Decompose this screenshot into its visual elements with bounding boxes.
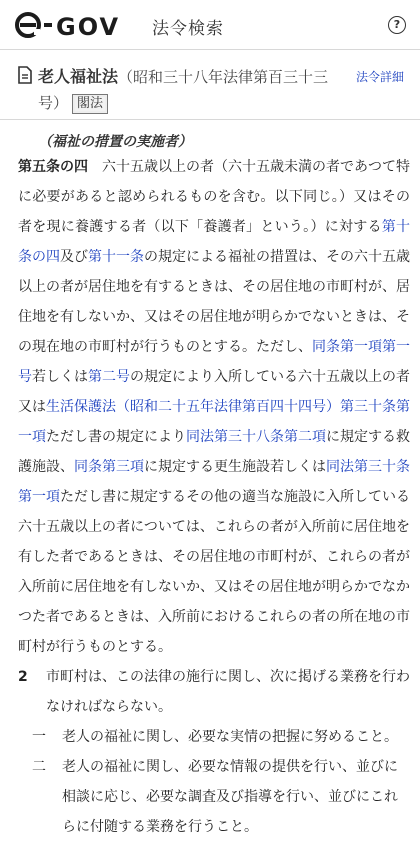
- law-reference-link[interactable]: 第十条の四: [18, 219, 411, 265]
- article-text: に規定する更生施設若しくは: [144, 459, 326, 475]
- law-content: [18, 132, 410, 842]
- article-caption: （福祉の措置の実施者）: [38, 134, 192, 150]
- law-detail-link[interactable]: 法令詳細: [355, 70, 404, 84]
- cabinet-bill-badge: 閣法: [72, 94, 108, 114]
- article-text: の規定により入所している六十五歳以上の者又は: [18, 369, 410, 415]
- question-circle-icon[interactable]: ?: [388, 16, 406, 34]
- article-text: ただし書に規定するその他の適当な施設に入所している六十五歳以上の者については、これらの者が入所前に居住地を有した者であるときは、その居住地の市町村が、これらの者が入所前に居住地を有しないか、又はその居住地が明らかでなかつた者であるときは、入所前におけるこれらの者の所在地の市町村が行うものとする。: [18, 489, 410, 655]
- law-reference-link[interactable]: 生活保護法（昭和二十五年法律第百四十四号）第三十条第一項: [18, 399, 410, 445]
- article-5-4: [18, 152, 410, 662]
- egov-logo[interactable]: [16, 11, 134, 39]
- law-reference-link[interactable]: 同条第一項第一号: [18, 339, 410, 385]
- item-text: 老人の福祉に関し、必要な情報の提供を行い、並びに相談に応じ、必要な調査及び指導を行い、並びにこれらに付随する業務を行うこと。: [62, 759, 398, 835]
- law-reference-link[interactable]: 第十一条: [88, 249, 144, 265]
- article-text: ただし書の規定により: [46, 429, 186, 445]
- document-icon: [18, 66, 32, 84]
- law-reference-link[interactable]: 同法第三十八条第二項: [186, 429, 326, 445]
- logo-text: e-GOV: [16, 11, 20, 12]
- law-name: 老人福祉法: [38, 67, 119, 86]
- article-text: に規定する救護施設、: [18, 429, 410, 475]
- law-title-bar: [0, 50, 420, 120]
- svg-text:GOV: GOV: [56, 13, 121, 41]
- law-reference-link[interactable]: 同法第三十条第一項: [18, 459, 410, 505]
- item-1: [18, 722, 410, 752]
- law-title: [38, 64, 338, 116]
- item-number: 一: [32, 729, 46, 745]
- paragraph-number: 2: [18, 669, 28, 685]
- item-2: [18, 752, 410, 842]
- article-text: の規定による福祉の措置は、その六十五歳以上の者が居住地を有するときは、その居住地の市町村が、居住地を有しないか、又はその居住地が明らかでないときは、その現在地の市町村が行うものとする。ただし、: [18, 249, 410, 355]
- app-header: [0, 0, 420, 50]
- article-text: 及び: [60, 249, 88, 265]
- article-text: 六十五歳以上の者（六十五歳未満の者であつて特に必要があると認められるものを含む。以下同じ。）又はその者を現に養護する者（以下「養護者」という。）に対する: [18, 159, 410, 235]
- item-number: 二: [32, 759, 46, 775]
- site-title: 法令検索: [152, 19, 224, 39]
- article-body: [18, 159, 410, 655]
- law-reference-link[interactable]: 第二号: [88, 369, 130, 385]
- item-text: 老人の福祉に関し、必要な実情の把握に努めること。: [62, 729, 398, 745]
- paragraph-2: [18, 662, 410, 722]
- article-title: 第五条の四: [18, 159, 88, 175]
- paragraph-text: 市町村は、この法律の施行に関し、次に掲げる業務を行わなければならない。: [46, 669, 410, 715]
- law-reference-link[interactable]: 同条第三項: [74, 459, 144, 475]
- law-number: （昭和三十八年法律第百三十三号）: [38, 68, 329, 112]
- article-text: 若しくは: [32, 369, 88, 385]
